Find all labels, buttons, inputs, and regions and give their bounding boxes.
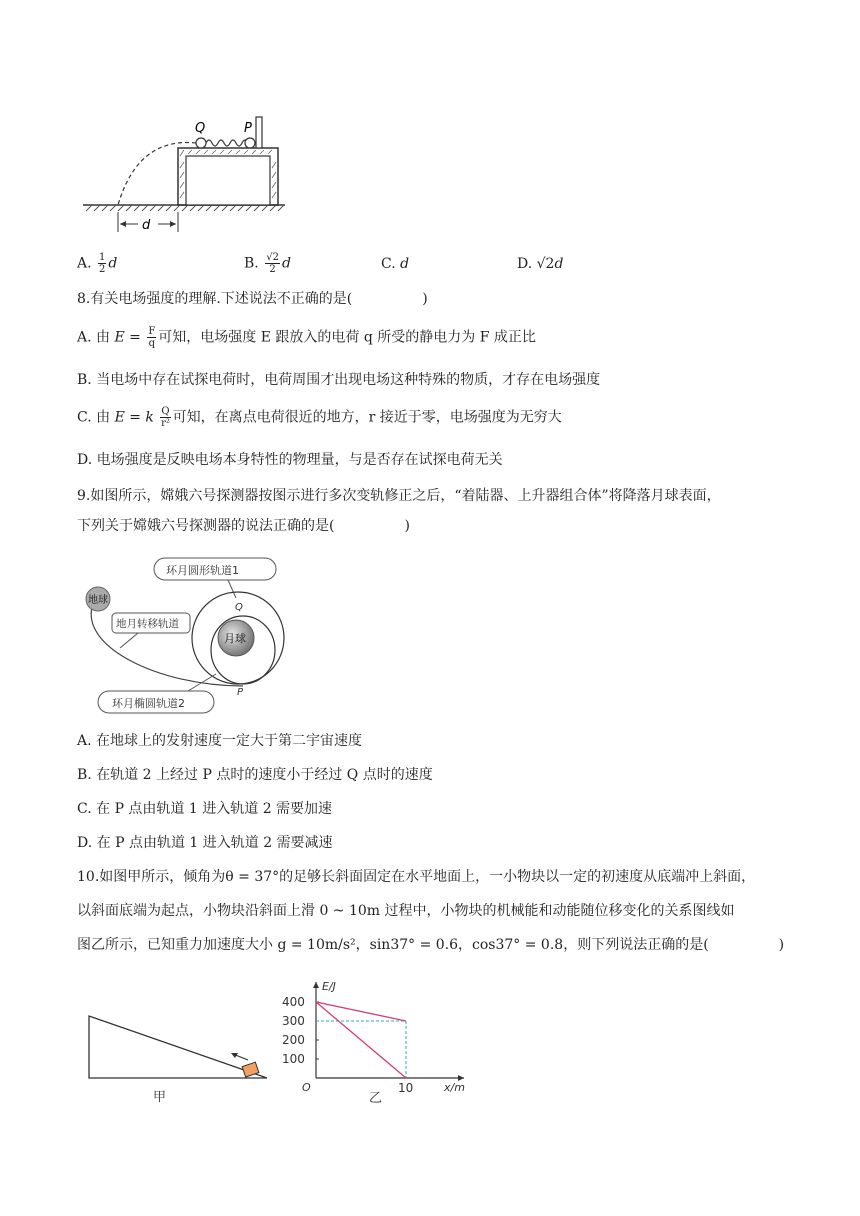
q10-line1: 10.如图甲所示，倾角为θ = 37°的足够长斜面固定在水平地面上，一小物块以一定的初速度从底端冲上斜面， <box>77 869 756 885</box>
q7-option-d[interactable]: D. √2d <box>517 256 564 272</box>
q10-line3: 图乙所示，已知重力加速度大小 g = 10m/s²，sin37° = 0.6，cos37° = 0.8，则下列说法正确的是( ) <box>77 937 785 953</box>
y-axis-arrow <box>313 982 319 988</box>
q9-label-orbit2: 环月椭圆轨道2 <box>112 697 185 710</box>
q7-option-c[interactable]: C. d <box>381 256 410 272</box>
q10-caption-jia: 甲 <box>153 1090 167 1105</box>
q9-orbit-figure <box>78 556 308 716</box>
q10-caption-yi: 乙 <box>369 1091 383 1105</box>
x-axis-label: x/m <box>444 1081 465 1094</box>
y-axis-label: E/J <box>322 980 336 993</box>
q8-stem: 8.有关电场强度的理解.下述说法不正确的是( ) <box>77 291 428 307</box>
q7-b-fraction: $\frac{√2}{2}$ <box>266 252 279 275</box>
q9-option-b[interactable]: B. 在轨道 2 上经过 P 点时的速度小于经过 Q 点时的速度 <box>77 767 433 783</box>
q9-stem-line2: 下列关于嫦娥六号探测器的说法正确的是( ) <box>77 518 410 534</box>
q9-option-d[interactable]: D. 在 P 点由轨道 1 进入轨道 2 需要减速 <box>77 835 333 851</box>
series-line-2 <box>316 1002 406 1078</box>
q7-option-a[interactable]: A. $\frac{1}{2}$ d <box>77 252 118 275</box>
q7-label-d: d <box>142 218 151 233</box>
q10-energy-chart <box>276 980 476 1105</box>
series-line-1 <box>316 1002 406 1021</box>
q9-label-p: P <box>237 687 244 698</box>
y-tick-label: 100 <box>282 1052 305 1066</box>
q7-figure <box>78 112 298 237</box>
q7-label-q: Q <box>195 121 206 136</box>
q8-a-fraction: $\frac{F}{q}$ <box>148 326 156 349</box>
q8-option-b[interactable]: B. 当电场中存在试探电荷时，电荷周围才出现电场这种特殊的物质，才存在电场强度 <box>77 372 601 388</box>
origin-label: O <box>302 1081 311 1094</box>
q7-a-fraction: $\frac{1}{2}$ <box>99 252 106 275</box>
q9-option-c[interactable]: C. 在 P 点由轨道 1 进入轨道 2 需要加速 <box>77 801 333 817</box>
q9-stem-line1: 9.如图所示，嫦娥六号探测器按图示进行多次变轨修正之后，“着陆器、上升器组合体”将降落月球表面， <box>77 488 721 504</box>
q7-label-p: P <box>244 121 252 136</box>
q9-option-a[interactable]: A. 在地球上的发射速度一定大于第二宇宙速度 <box>77 733 363 749</box>
q8-c-fraction: $\frac{Q}{\text{r²}}$ <box>161 406 170 429</box>
q9-label-transfer: 地月转移轨道 <box>116 618 179 630</box>
q9-label-orbit1: 环月圆形轨道1 <box>166 564 239 577</box>
q8-option-c[interactable]: C. 由 E = k $\frac{Q}{\text{r²}}$ 可知，在离点电荷很近的地方，r 接近于零，电场强度为无穷大 <box>77 406 562 429</box>
y-tick-label: 400 <box>282 995 305 1009</box>
x-tick-label: 10 <box>398 1081 414 1095</box>
y-tick-label: 300 <box>282 1014 305 1028</box>
q8-option-a[interactable]: A. 由 E = $\frac{F}{q}$ 可知，电场强度 E 跟放入的电荷 q 所受的静电力为 F 成正比 <box>77 326 536 349</box>
q9-label-moon: 月球 <box>224 632 246 645</box>
y-tick-label: 200 <box>282 1033 305 1047</box>
q8-option-d[interactable]: D. 电场强度是反映电场本身特性的物理量，与是否存在试探电荷无关 <box>77 452 503 468</box>
q10-line2: 以斜面底端为起点，小物块沿斜面上滑 0 ~ 10m 过程中，小物块的机械能和动能随位移变化的关系图线如 <box>77 903 735 919</box>
q9-label-q: Q <box>235 602 243 613</box>
q10-incline-figure <box>85 1008 285 1108</box>
q9-label-earth: 地球 <box>88 595 108 606</box>
q7-option-b[interactable]: B. $\frac{√2}{2}$ d <box>244 252 291 275</box>
